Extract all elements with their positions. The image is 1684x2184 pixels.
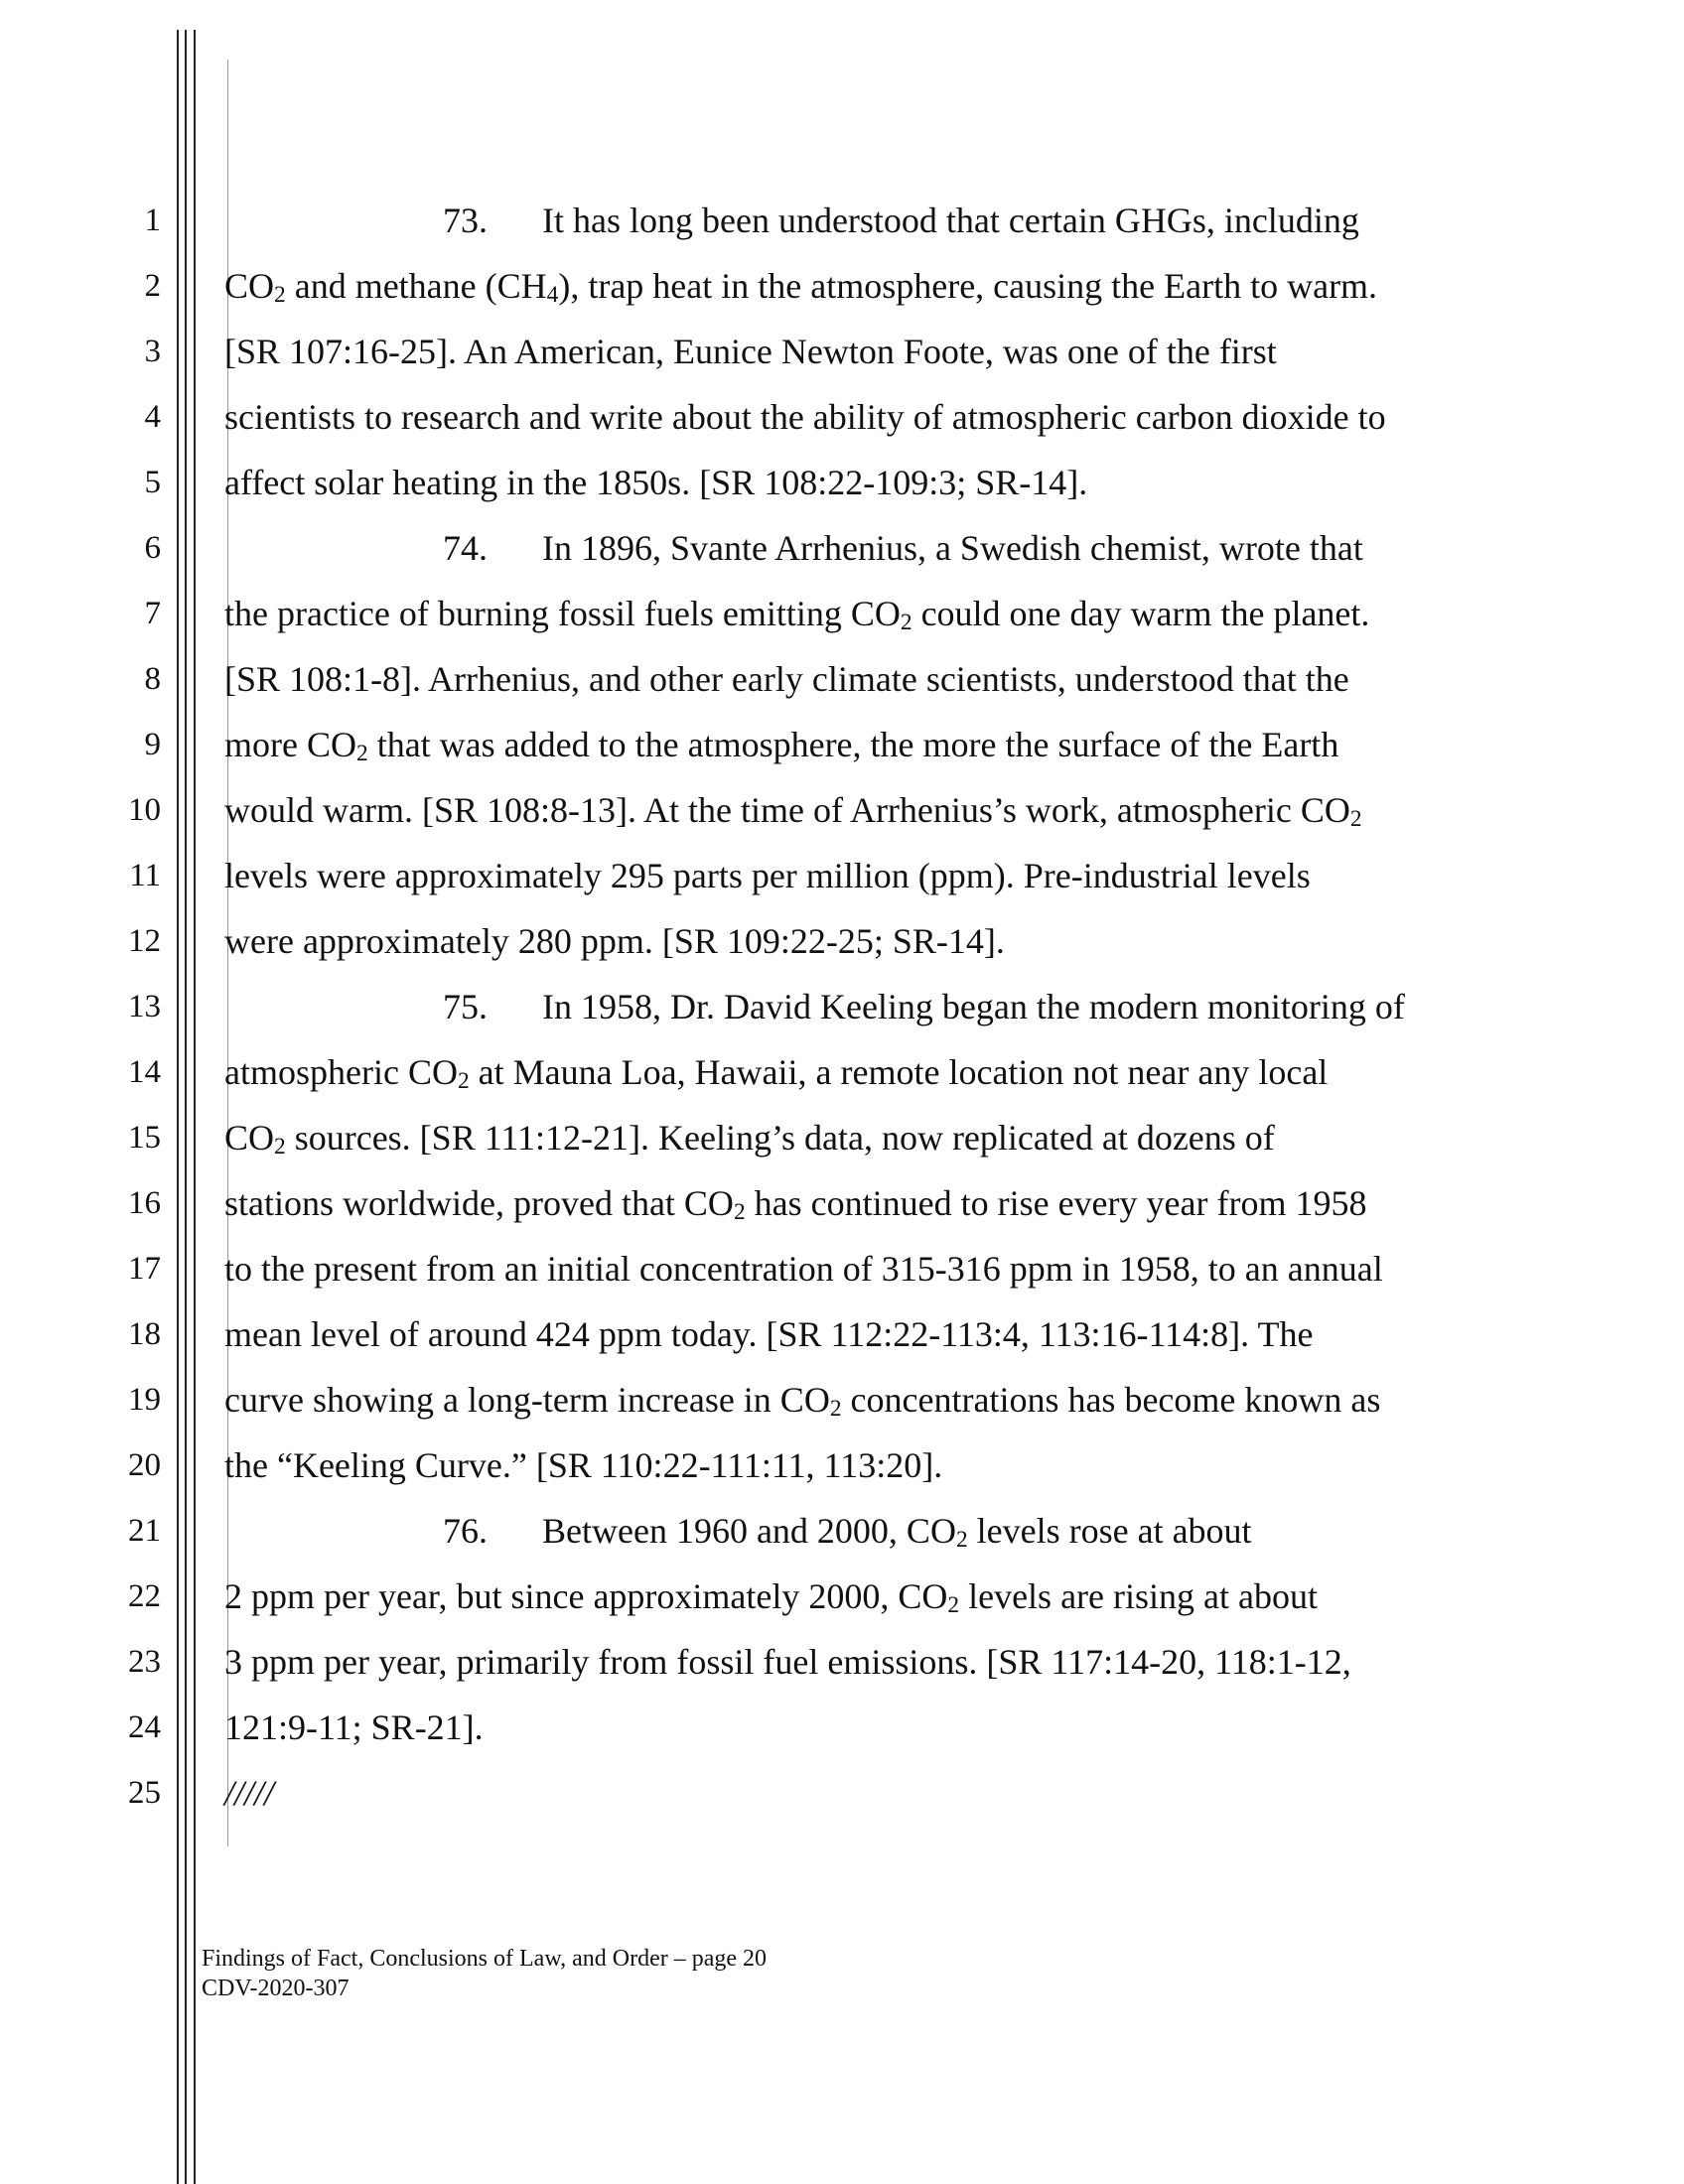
line-number: 6: [144, 530, 161, 566]
line-number: 9: [144, 727, 161, 762]
line-number: 4: [144, 399, 161, 435]
text-line: Between 1960 and 2000, CO: [542, 1511, 956, 1551]
paragraph-number: 76.: [443, 1511, 488, 1551]
text-line: CO: [224, 266, 275, 306]
text-line: sources. [SR 111:12-21]. Keeling’s data, now replicated at dozens of: [285, 1118, 1275, 1158]
text-line: 2 ppm per year, but since approximately 2000, CO: [224, 1576, 948, 1616]
text-line: would warm. [SR 108:8-13]. At the time of Arrhenius’s work, atmospheric CO: [224, 790, 1350, 830]
paragraph-number: 74.: [443, 528, 488, 568]
text-line: scientists to research and write about the ability of atmospheric carbon dioxide to: [224, 397, 1386, 437]
line-number: 20: [128, 1447, 161, 1483]
left-margin-rule: [185, 30, 187, 2184]
left-margin-rule: [177, 30, 179, 2184]
line-number: 18: [128, 1316, 161, 1352]
text-line: affect solar heating in the 1850s. [SR 108:22-109:3; SR-14].: [224, 463, 1088, 502]
text-line: atmospheric CO: [224, 1052, 458, 1092]
text-line: [SR 107:16-25]. An American, Eunice Newton Foote, was one of the first: [224, 332, 1277, 371]
paragraph-number: 73.: [443, 201, 488, 240]
subscript: 2: [733, 1199, 746, 1226]
line-number: 15: [128, 1120, 161, 1156]
line-number: 17: [128, 1251, 161, 1287]
subscript: 2: [457, 1068, 470, 1095]
line-number: 21: [128, 1513, 161, 1549]
text-line: the practice of burning fossil fuels emitting CO: [224, 594, 901, 633]
text-line: levels are rising at about: [959, 1576, 1318, 1616]
subscript: 2: [274, 1134, 286, 1160]
line-number: 13: [128, 989, 161, 1024]
subscript: 2: [900, 610, 912, 636]
text-line: has continued to rise every year from 1958: [745, 1183, 1367, 1223]
footer-title: Findings of Fact, Conclusions of Law, and Order – page 20: [202, 1946, 768, 1972]
subscript: 2: [829, 1396, 842, 1423]
line-number: 11: [129, 858, 161, 893]
subscript: 2: [355, 741, 368, 767]
line-number: 7: [144, 596, 161, 631]
continuation-mark: /////: [224, 1773, 275, 1813]
text-line: that was added to the atmosphere, the more the surface of the Earth: [367, 725, 1339, 764]
line-number: 1: [144, 203, 161, 238]
line-number: 23: [128, 1644, 161, 1680]
line-number: 12: [128, 923, 161, 959]
text-line: ), trap heat in the atmosphere, causing the Earth to warm.: [558, 266, 1378, 306]
subscript: 2: [947, 1592, 960, 1619]
line-number: 19: [128, 1382, 161, 1418]
left-margin-rule: [194, 30, 196, 2184]
text-line: could one day warm the planet.: [912, 594, 1370, 633]
text-line: In 1958, Dr. David Keeling began the modern monitoring of: [542, 987, 1405, 1026]
line-number: 24: [128, 1709, 161, 1745]
line-number: 22: [128, 1578, 161, 1614]
line-number: 3: [144, 334, 161, 369]
text-line: mean level of around 424 ppm today. [SR 112:22-113:4, 113:16-114:8]. The: [224, 1314, 1314, 1354]
case-number: CDV-2020-307: [202, 1976, 350, 2001]
text-line: the “Keeling Curve.” [SR 110:22-111:11, 113:20].: [224, 1445, 943, 1485]
line-number: 8: [144, 661, 161, 697]
text-line: 121:9-11; SR-21].: [224, 1707, 484, 1747]
text-line: were approximately 280 ppm. [SR 109:22-25; SR-14].: [224, 921, 1005, 961]
text-line: It has long been understood that certain GHGs, including: [542, 201, 1359, 240]
text-line: levels rose at about: [967, 1511, 1252, 1551]
text-line: and methane (CH: [285, 266, 547, 306]
text-line: to the present from an initial concentration of 315-316 ppm in 1958, to an annual: [224, 1249, 1383, 1289]
text-line: CO: [224, 1118, 275, 1158]
line-number: 2: [144, 268, 161, 304]
text-line: at Mauna Loa, Hawaii, a remote location not near any local: [469, 1052, 1329, 1092]
text-line: curve showing a long-term increase in CO: [224, 1380, 830, 1420]
subscript: 4: [546, 282, 559, 309]
text-line: more CO: [224, 725, 356, 764]
line-number: 5: [144, 465, 161, 500]
line-number: 10: [128, 792, 161, 828]
paragraph-number: 75.: [443, 987, 488, 1026]
text-line: In 1896, Svante Arrhenius, a Swedish chemist, wrote that: [542, 528, 1363, 568]
line-number: 25: [128, 1775, 161, 1811]
subscript: 2: [955, 1527, 968, 1554]
line-number: 14: [128, 1054, 161, 1090]
subscript: 2: [274, 282, 286, 309]
text-line: levels were approximately 295 parts per million (ppm). Pre-industrial levels: [224, 856, 1311, 895]
subscript: 2: [1349, 806, 1362, 833]
line-number: 16: [128, 1185, 161, 1221]
text-line: stations worldwide, proved that CO: [224, 1183, 734, 1223]
text-line: 3 ppm per year, primarily from fossil fuel emissions. [SR 117:14-20, 118:1-12,: [224, 1642, 1351, 1682]
text-line: [SR 108:1-8]. Arrhenius, and other early climate scientists, understood that the: [224, 659, 1349, 699]
text-line: concentrations has become known as: [841, 1380, 1381, 1420]
